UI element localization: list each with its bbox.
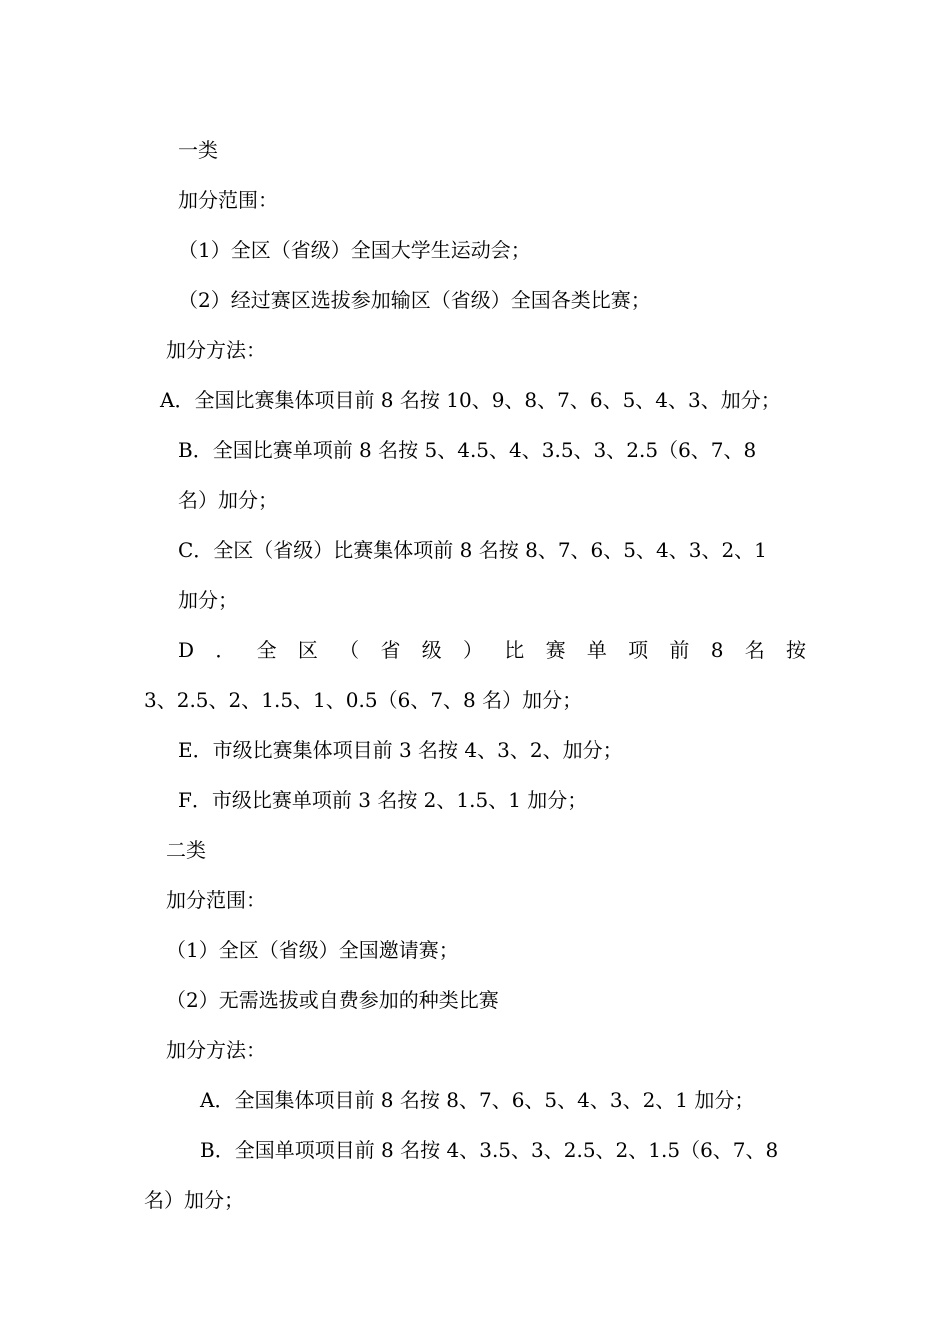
section-2-method-b-line-1: B．全国单项项目前 8 名按 4、3.5、3、2.5、2、1.5（6、7、8 bbox=[200, 1138, 779, 1162]
section-1-method-e: E．市级比赛集体项目前 3 名按 4、3、2、加分； bbox=[178, 738, 623, 762]
section-2-method-a: A．全国集体项目前 8 名按 8、7、6、5、4、3、2、1 加分； bbox=[200, 1088, 755, 1112]
section-1-method-c-line-2: 加分； bbox=[178, 588, 238, 612]
section-1-method-label: 加分方法： bbox=[166, 338, 266, 362]
section-1-method-d-line-2: 3、2.5、2、1.5、1、0.5（6、7、8 名）加分； bbox=[144, 688, 583, 712]
d-char: 8 bbox=[710, 638, 724, 662]
section-1-method-a: A．全国比赛集体项目前 8 名按 10、9、8、7、6、5、4、3、加分； bbox=[160, 388, 781, 412]
d-char: 全 bbox=[256, 638, 277, 662]
section-2-scope-item-1: （1）全区（省级）全国邀请赛； bbox=[166, 938, 459, 962]
section-1-method-f: F．市级比赛单项前 3 名按 2、1.5、1 加分； bbox=[178, 788, 588, 812]
d-char: ） bbox=[463, 638, 484, 662]
section-2-method-label: 加分方法： bbox=[166, 1038, 266, 1062]
section-2-heading: 二类 bbox=[166, 838, 206, 862]
section-1-method-b-line-2: 名）加分； bbox=[178, 488, 278, 512]
d-char: 赛 bbox=[545, 638, 566, 662]
d-char: 按 bbox=[786, 638, 806, 662]
section-1-scope-label: 加分范围： bbox=[178, 188, 278, 212]
section-1-scope-item-1: （1）全区（省级）全国大学生运动会； bbox=[178, 238, 531, 262]
d-char: 前 bbox=[669, 638, 690, 662]
d-char: 单 bbox=[586, 638, 607, 662]
section-2-scope-label: 加分范围： bbox=[166, 888, 266, 912]
d-char: 省 bbox=[380, 638, 401, 662]
section-1-method-d-line-1 bbox=[178, 636, 806, 664]
d-char: 项 bbox=[628, 638, 649, 662]
section-1-heading: 一类 bbox=[178, 138, 218, 162]
section-1-method-b-line-1: B．全国比赛单项前 8 名按 5、4.5、4、3.5、3、2.5（6、7、8 bbox=[178, 438, 757, 462]
d-char: （ bbox=[339, 638, 360, 662]
d-char: 比 bbox=[504, 638, 525, 662]
d-char: 名 bbox=[744, 638, 765, 662]
section-2-method-b-line-2: 名）加分； bbox=[144, 1188, 244, 1212]
d-char: 区 bbox=[297, 638, 318, 662]
d-char: 级 bbox=[421, 638, 442, 662]
section-1-scope-item-2: （2）经过赛区选拔参加输区（省级）全国各类比赛； bbox=[178, 288, 651, 312]
d-char: ． bbox=[215, 638, 236, 662]
section-2-scope-item-2: （2）无需选拔或自费参加的种类比赛 bbox=[166, 988, 499, 1012]
section-1-method-c-line-1: C．全区（省级）比赛集体项前 8 名按 8、7、6、5、4、3、2、1 bbox=[178, 538, 767, 562]
d-char: D bbox=[178, 638, 195, 662]
